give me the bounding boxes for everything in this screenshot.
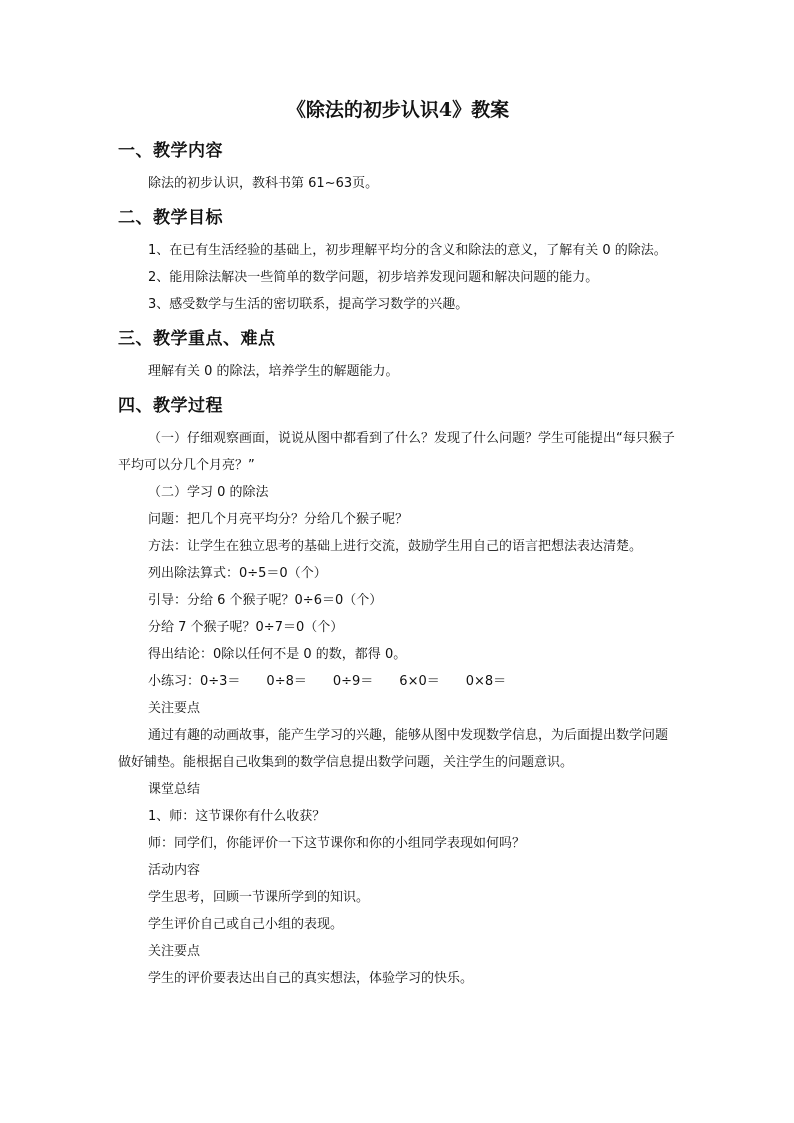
paragraph: 2、能用除法解决一些简单的数学问题，初步培养发现问题和解决问题的能力。 <box>148 270 599 285</box>
document-page <box>118 96 678 992</box>
paragraph: 得出结论：0除以任何不是 0 的数，都得 0。 <box>148 647 407 662</box>
paragraph: 活动内容 <box>148 863 201 878</box>
paragraph: （二）学习 0 的除法 <box>148 485 269 500</box>
paragraph: 学生思考，回顾一节课所学到的知识。 <box>148 890 370 905</box>
paragraph: 分给 7 个猴子呢？0÷7＝0（个） <box>148 620 344 635</box>
section-heading-content: 一、教学内容 <box>118 141 223 161</box>
paragraph: 关注要点 <box>148 701 201 716</box>
section-heading-process: 四、教学过程 <box>118 396 223 416</box>
paragraph: 课堂总结 <box>148 782 201 797</box>
paragraph: 方法：让学生在独立思考的基础上进行交流，鼓励学生用自己的语言把想法表达清楚。 <box>148 539 643 554</box>
section-heading-goals: 二、教学目标 <box>118 208 223 228</box>
paragraph: 师：同学们，你能评价一下这节课你和你的小组同学表现如何吗？ <box>148 836 526 851</box>
paragraph: 1、在已有生活经验的基础上，初步理解平均分的含义和除法的意义，了解有关 0 的除法。 <box>148 243 667 258</box>
practice-line: 小练习：0÷3＝ 0÷8＝ 0÷9＝ 6×0＝ 0×8＝ <box>148 674 507 689</box>
paragraph: 理解有关 0 的除法，培养学生的解题能力。 <box>148 364 399 379</box>
paragraph: 3、感受数学与生活的密切联系，提高学习数学的兴趣。 <box>148 297 469 312</box>
paragraph: 引导：分给 6 个猴子呢？0÷6＝0（个） <box>148 593 383 608</box>
paragraph: 学生评价自己或自己小组的表现。 <box>148 917 344 932</box>
paragraph: 学生的评价要表达出自己的真实想法，体验学习的快乐。 <box>148 971 474 986</box>
paragraph: 1、师：这节课你有什么收获？ <box>148 809 326 824</box>
paragraph: 关注要点 <box>148 944 201 959</box>
document-title: 《除法的初步认识4》教案 <box>286 99 510 121</box>
paragraph: 列出除法算式：0÷5＝0（个） <box>148 566 327 581</box>
paragraph: （一）仔细观察画面，说说从图中都看到了什么？发现了什么问题？学生可能提出“每只猴子平均可以分几个月亮？” <box>118 431 675 473</box>
paragraph: 问题：把几个月亮平均分？分给几个猴子呢？ <box>148 512 409 527</box>
paragraph: 通过有趣的动画故事，能产生学习的兴趣，能够从图中发现数学信息，为后面提出数学问题做好铺垫。能根据自己收集到的数学信息提出数学问题，关注学生的问题意识。 <box>118 728 669 770</box>
section-heading-key-points: 三、教学重点、难点 <box>118 329 276 349</box>
paragraph: 除法的初步认识，教科书第 61~63页。 <box>148 176 379 191</box>
